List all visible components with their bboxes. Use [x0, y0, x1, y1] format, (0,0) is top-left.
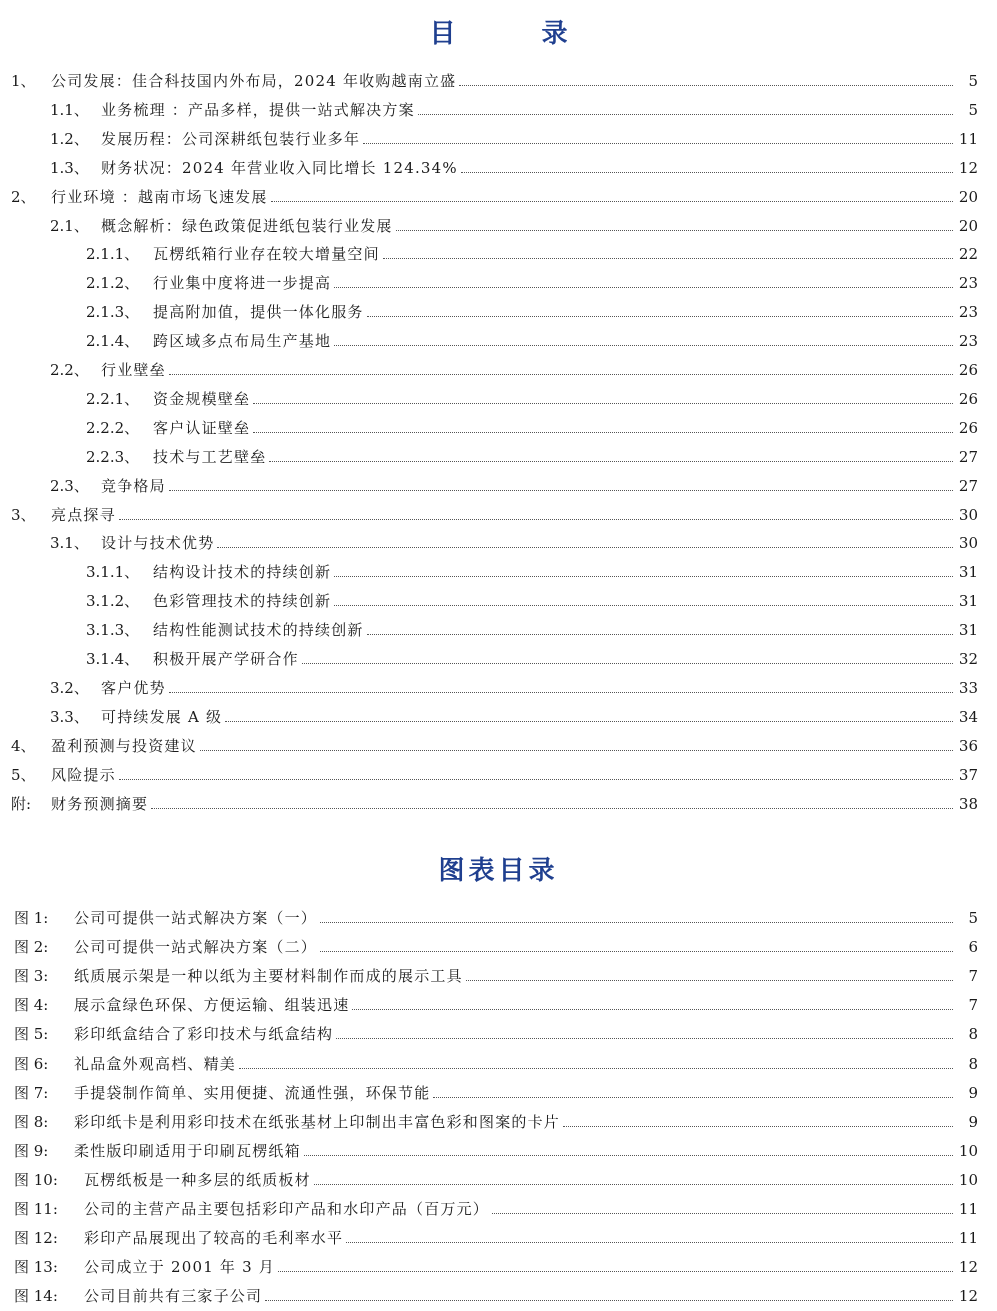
figure-entry-label: 瓦楞纸板是一种多层的纸质板材 [84, 1171, 311, 1189]
toc-entry-label: 概念解析：绿色政策促进纸包装行业发展 [101, 217, 393, 235]
toc-entry[interactable] [0, 557, 997, 581]
toc-entry[interactable] [0, 673, 997, 697]
toc-entry-page-number: 27 [958, 477, 978, 495]
dot-leader [418, 114, 953, 115]
figure-entry-label: 公司成立于 2001 年 3 月 [84, 1258, 275, 1276]
figure-entry[interactable] [0, 1194, 997, 1218]
toc-entry[interactable] [0, 586, 997, 610]
dot-leader [253, 403, 953, 404]
figure-entry[interactable] [0, 1049, 997, 1073]
toc-entry-label: 积极开展产学研合作 [153, 650, 299, 668]
figure-entry-label: 彩印产品展现出了较高的毛利率水平 [84, 1229, 344, 1247]
toc-entry[interactable] [0, 124, 997, 148]
figure-entry-label: 礼品盒外观高档、精美 [74, 1055, 237, 1073]
toc-entry[interactable] [0, 615, 997, 639]
dot-leader [119, 519, 953, 520]
dot-leader [119, 779, 953, 780]
toc-entry-page-number: 37 [958, 766, 978, 784]
toc-entry-number: 附: [11, 795, 32, 813]
figure-entry-page-number: 7 [968, 967, 978, 985]
toc-entry-label: 财务状况：2024 年营业收入同比增长 124.34% [101, 159, 458, 177]
figure-entry[interactable] [0, 903, 997, 927]
toc-entry-page-number: 5 [968, 101, 978, 119]
toc-entry-label: 业务梳理 ：产品多样，提供一站式解决方案 [101, 101, 415, 119]
toc-entry-page-number: 38 [958, 795, 978, 813]
toc-entry-number: 1、 [11, 72, 36, 90]
toc-entry-label: 技术与工艺壁垒 [153, 448, 267, 466]
toc-entry[interactable] [0, 326, 997, 350]
figure-entry-number: 图 3: [14, 967, 49, 985]
toc-entry-number: 2.1.3、 [86, 303, 140, 321]
toc-entry[interactable] [0, 239, 997, 263]
toc-entry-page-number: 31 [958, 621, 978, 639]
figure-entry-page-number: 10 [958, 1171, 978, 1189]
figure-entry[interactable] [0, 961, 997, 985]
toc-entry-label: 跨区域多点布局生产基地 [153, 332, 332, 350]
toc-entry[interactable] [0, 528, 997, 552]
figure-entry-number: 图 11: [14, 1200, 58, 1218]
toc-entry[interactable] [0, 384, 997, 408]
toc-entry-number: 2.2.1、 [86, 390, 140, 408]
toc-entry-page-number: 34 [958, 708, 978, 726]
figure-entry-page-number: 8 [968, 1055, 978, 1073]
dot-leader [336, 1038, 953, 1039]
dot-leader [239, 1068, 953, 1069]
dot-leader [459, 85, 953, 86]
toc-entry[interactable] [0, 413, 997, 437]
toc-entry-number: 2.3、 [50, 477, 89, 495]
dot-leader [169, 490, 953, 491]
toc-entry[interactable] [0, 760, 997, 784]
toc-entry-number: 2.1.2、 [86, 274, 140, 292]
toc-entry-number: 1.1、 [50, 101, 89, 119]
dot-leader [200, 750, 953, 751]
dot-leader [334, 287, 953, 288]
toc-entry-page-number: 30 [958, 506, 978, 524]
dot-leader [169, 374, 953, 375]
toc-entry-label: 竞争格局 [101, 477, 166, 495]
dot-leader [320, 922, 953, 923]
dot-leader [334, 605, 953, 606]
dot-leader [334, 576, 953, 577]
toc-entry-page-number: 33 [958, 679, 978, 697]
toc-entry-number: 3、 [11, 506, 36, 524]
toc-entry-label: 可持续发展 A 级 [101, 708, 223, 726]
toc-entry-number: 2.2、 [50, 361, 89, 379]
dot-leader [269, 461, 953, 462]
toc-entry-page-number: 31 [958, 563, 978, 581]
figure-entry-number: 图 2: [14, 938, 49, 956]
dot-leader [278, 1271, 953, 1272]
toc-entry-label: 瓦楞纸箱行业存在较大增量空间 [153, 245, 380, 263]
toc-entry-page-number: 31 [958, 592, 978, 610]
figure-entry-page-number: 12 [958, 1287, 978, 1305]
dot-leader [563, 1126, 953, 1127]
toc-entry-label: 财务预测摘要 [51, 795, 149, 813]
dot-leader [217, 547, 953, 548]
figure-entry-number: 图 7: [14, 1084, 49, 1102]
toc-entry-number: 3.1.3、 [86, 621, 140, 639]
dot-leader [352, 1009, 953, 1010]
figure-entry-label: 手提袋制作简单、实用便捷、流通性强，环保节能 [74, 1084, 431, 1102]
toc-entry-page-number: 26 [958, 361, 978, 379]
toc-entry-label: 行业集中度将进一步提高 [153, 274, 332, 292]
toc-entry-number: 1.2、 [50, 130, 89, 148]
toc-entry[interactable] [0, 789, 997, 813]
dot-leader [367, 634, 953, 635]
toc-entry-label: 风险提示 [51, 766, 116, 784]
figure-entry[interactable] [0, 1223, 997, 1247]
dot-leader [492, 1213, 953, 1214]
figure-entry[interactable] [0, 1136, 997, 1160]
figure-entry[interactable] [0, 990, 997, 1014]
figure-entry[interactable] [0, 1078, 997, 1102]
figure-entry-label: 纸质展示架是一种以纸为主要材料制作而成的展示工具 [74, 967, 463, 985]
dot-leader [461, 172, 953, 173]
toc-entry[interactable] [0, 182, 997, 206]
toc-entry-page-number: 32 [958, 650, 978, 668]
figure-entry-page-number: 5 [968, 909, 978, 927]
figure-entry-page-number: 9 [968, 1113, 978, 1131]
dot-leader [304, 1155, 953, 1156]
toc-entry-page-number: 23 [958, 303, 978, 321]
dot-leader [396, 230, 953, 231]
toc-entry[interactable] [0, 442, 997, 466]
figure-entry-page-number: 8 [968, 1025, 978, 1043]
dot-leader [314, 1184, 953, 1185]
toc-entry-number: 2.1.1、 [86, 245, 140, 263]
toc-entry[interactable] [0, 731, 997, 755]
toc-entry-page-number: 11 [958, 130, 978, 148]
figure-list-title: 图表目录 [438, 856, 559, 886]
figure-entry-label: 公司的主营产品主要包括彩印产品和水印产品（百万元） [84, 1200, 490, 1218]
figure-entry-number: 图 13: [14, 1258, 58, 1276]
dot-leader [383, 258, 953, 259]
figure-entry-page-number: 7 [968, 996, 978, 1014]
figure-entry-number: 图 10: [14, 1171, 58, 1189]
dot-leader [320, 951, 953, 952]
toc-entry-page-number: 27 [958, 448, 978, 466]
toc-entry-label: 结构性能测试技术的持续创新 [153, 621, 364, 639]
toc-entry-page-number: 36 [958, 737, 978, 755]
toc-entry-page-number: 26 [958, 419, 978, 437]
figure-entry[interactable] [0, 1252, 997, 1276]
toc-entry[interactable] [0, 355, 997, 379]
figure-entry-label: 公司目前共有三家子公司 [84, 1287, 263, 1305]
toc-entry[interactable] [0, 66, 997, 90]
toc-entry-page-number: 30 [958, 534, 978, 552]
dot-leader [346, 1242, 953, 1243]
toc-entry-number: 3.2、 [50, 679, 89, 697]
toc-entry-number: 3.1.4、 [86, 650, 140, 668]
toc-entry-label: 亮点探寻 [51, 506, 116, 524]
toc-entry-number: 2.1.4、 [86, 332, 140, 350]
figure-entry-number: 图 12: [14, 1229, 58, 1247]
dot-leader [151, 808, 953, 809]
toc-entry-label: 色彩管理技术的持续创新 [153, 592, 332, 610]
figure-entry-page-number: 11 [958, 1200, 978, 1218]
figure-entry[interactable] [0, 932, 997, 956]
toc-entry-page-number: 20 [958, 188, 978, 206]
toc-entry-number: 3.3、 [50, 708, 89, 726]
toc-entry[interactable] [0, 297, 997, 321]
toc-entry-label: 发展历程：公司深耕纸包装行业多年 [101, 130, 361, 148]
toc-entry-label: 公司发展：佳合科技国内外布局，2024 年收购越南立盛 [51, 72, 457, 90]
toc-entry-page-number: 20 [958, 217, 978, 235]
toc-entry-label: 提高附加值，提供一体化服务 [153, 303, 364, 321]
figure-entry-number: 图 5: [14, 1025, 49, 1043]
figure-entry-page-number: 11 [958, 1229, 978, 1247]
toc-entry-number: 4、 [11, 737, 36, 755]
figure-entry-page-number: 10 [958, 1142, 978, 1160]
figure-entry-number: 图 8: [14, 1113, 49, 1131]
toc-entry-label: 客户优势 [101, 679, 166, 697]
toc-entry[interactable] [0, 702, 997, 726]
toc-entry-number: 2.1、 [50, 217, 89, 235]
toc-entry[interactable] [0, 153, 997, 177]
figure-entry-page-number: 9 [968, 1084, 978, 1102]
toc-entry-label: 客户认证壁垒 [153, 419, 251, 437]
figure-entry-label: 公司可提供一站式解决方案（一） [74, 909, 318, 927]
figure-entry[interactable] [0, 1165, 997, 1189]
figure-entry-page-number: 12 [958, 1258, 978, 1276]
figure-entry[interactable] [0, 1019, 997, 1043]
toc-entry-label: 行业壁垒 [101, 361, 166, 379]
figure-entry-label: 彩印纸盒结合了彩印技术与纸盒结构 [74, 1025, 334, 1043]
toc-entry-page-number: 12 [958, 159, 978, 177]
dot-leader [334, 345, 953, 346]
dot-leader [225, 721, 953, 722]
figure-entry-label: 彩印纸卡是利用彩印技术在纸张基材上印制出丰富色彩和图案的卡片 [74, 1113, 561, 1131]
dot-leader [367, 316, 953, 317]
toc-entry-page-number: 26 [958, 390, 978, 408]
toc-entry[interactable] [0, 95, 997, 119]
toc-entry-number: 3.1、 [50, 534, 89, 552]
toc-entry-label: 设计与技术优势 [101, 534, 215, 552]
figure-entry-number: 图 6: [14, 1055, 49, 1073]
figure-entry-number: 图 9: [14, 1142, 49, 1160]
toc-entry-number: 2、 [11, 188, 36, 206]
toc-entry-label: 盈利预测与投资建议 [51, 737, 197, 755]
toc-entry-number: 5、 [11, 766, 36, 784]
figure-entry-label: 柔性版印刷适用于印刷瓦楞纸箱 [74, 1142, 301, 1160]
toc-entry-label: 结构设计技术的持续创新 [153, 563, 332, 581]
figure-entry-label: 展示盒绿色环保、方便运输、组装迅速 [74, 996, 350, 1014]
toc-entry-number: 3.1.2、 [86, 592, 140, 610]
toc-title: 目 录 [429, 19, 598, 49]
toc-entry-page-number: 22 [958, 245, 978, 263]
dot-leader [433, 1097, 953, 1098]
dot-leader [271, 201, 953, 202]
dot-leader [253, 432, 953, 433]
figure-entry[interactable] [0, 1281, 997, 1305]
dot-leader [265, 1300, 953, 1301]
toc-entry-number: 3.1.1、 [86, 563, 140, 581]
toc-entry-page-number: 23 [958, 274, 978, 292]
toc-entry-page-number: 5 [968, 72, 978, 90]
toc-entry-page-number: 23 [958, 332, 978, 350]
toc-entry-number: 2.2.2、 [86, 419, 140, 437]
toc-entry[interactable] [0, 644, 997, 668]
toc-entry[interactable] [0, 500, 997, 524]
dot-leader [363, 143, 953, 144]
toc-entry-number: 2.2.3、 [86, 448, 140, 466]
toc-entry[interactable] [0, 268, 997, 292]
figure-entry-number: 图 14: [14, 1287, 58, 1305]
figure-entry[interactable] [0, 1107, 997, 1131]
toc-entry[interactable] [0, 211, 997, 235]
figure-entry-label: 公司可提供一站式解决方案（二） [74, 938, 318, 956]
toc-entry[interactable] [0, 471, 997, 495]
figure-entry-number: 图 1: [14, 909, 49, 927]
toc-entry-label: 行业环境 ：越南市场飞速发展 [51, 188, 268, 206]
figure-entry-number: 图 4: [14, 996, 49, 1014]
dot-leader [169, 692, 953, 693]
toc-entry-label: 资金规模壁垒 [153, 390, 251, 408]
figure-entry-page-number: 6 [968, 938, 978, 956]
toc-entry-number: 1.3、 [50, 159, 89, 177]
dot-leader [466, 980, 953, 981]
dot-leader [302, 663, 953, 664]
